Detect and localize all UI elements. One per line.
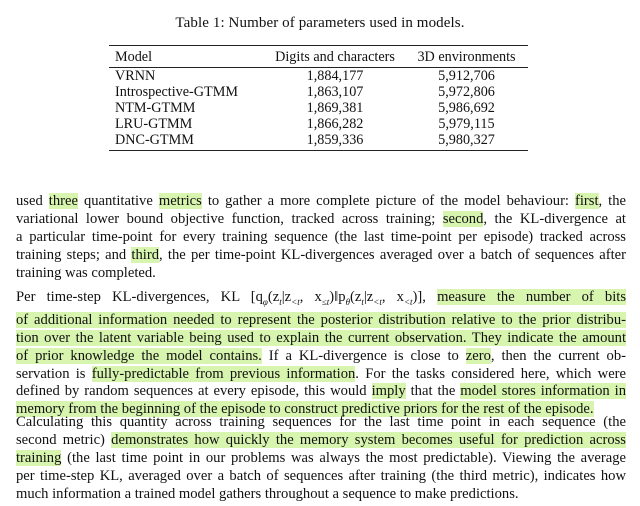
highlighted-text: three [48, 193, 78, 209]
text-segment: Per time-step KL-divergences, KL [ [16, 289, 256, 305]
text-segment: defined by random sequences at every episode, this would [16, 383, 372, 400]
cell-digits: 1,884,177 [306, 68, 364, 84]
text-segment: )], [412, 289, 438, 305]
highlighted-text: They indicate the amount [466, 329, 627, 346]
text-segment: used [16, 193, 49, 209]
text-segment: t [361, 296, 364, 307]
text-segment: to gather a more complete picture of the model behaviour: [201, 193, 575, 209]
column-header-model: Model [109, 46, 265, 68]
text-segment: , then the current ob- [490, 347, 627, 364]
text-segment: Calculating this quantity across training sequences for the last time point in each sequence (the [16, 414, 626, 430]
highlighted-text: fully-predictable from previous information [91, 365, 356, 382]
text-line [16, 383, 626, 401]
text-segment: . For the tasks considered here, which were [355, 365, 627, 382]
cell-model: DNC-GTMM [109, 132, 265, 151]
text-line [16, 265, 626, 283]
paragraph-calculating [16, 414, 626, 504]
text-line [16, 468, 626, 486]
highlighted-text: training [16, 449, 62, 466]
cell-digits: 1,869,381 [306, 100, 364, 116]
text-segment: , the [598, 193, 626, 209]
table-header-row [109, 46, 528, 68]
text-segment: |z [281, 289, 292, 305]
text-line [16, 289, 626, 312]
text-segment: q [255, 289, 263, 305]
text-segment: (z [349, 289, 362, 305]
cell-3d: 5,912,706 [438, 68, 495, 84]
text-segment: ≤t [321, 296, 330, 307]
text-line [16, 247, 626, 265]
cell-model: Introspective-GTMM [115, 84, 238, 100]
text-segment: (z [267, 289, 280, 305]
highlighted-text: tion over the latent variable being used to explain the current observation. [16, 329, 467, 346]
table-row [109, 84, 528, 100]
text-segment: training was completed. [16, 264, 156, 281]
cell-3d: 5,972,806 [438, 84, 495, 100]
text-segment: t [279, 296, 282, 307]
text-line [16, 211, 626, 229]
text-segment: If a KL-divergence is close to [261, 347, 466, 364]
highlighted-text: of prior knowledge the model contains. [16, 347, 262, 364]
text-segment: per time-step KL, averaged over a batch of sequences after training (the third metric), indicates how [16, 467, 626, 484]
highlighted-text: memory from the beginning of the episode to construct predictive priors for the rest of the episode. [16, 401, 594, 418]
text-segment: quantitative [77, 193, 159, 209]
highlighted-text: second [442, 210, 484, 227]
highlighted-text: imply [371, 383, 406, 400]
cell-3d: 5,980,327 [405, 132, 528, 151]
text-segment: , the KL-divergence at [483, 210, 626, 227]
text-segment: <t [291, 296, 300, 307]
table-caption: Table 1: Number of parameters used in models. [175, 15, 465, 31]
cell-model: NTM-GTMM [115, 100, 196, 116]
text-segment: variational lower bound objective function, tracked across training; [16, 210, 443, 227]
highlighted-text: first [574, 193, 599, 209]
cell-model: VRNN [115, 68, 156, 84]
highlighted-text: third [131, 246, 159, 263]
text-segment: |z [363, 289, 374, 305]
text-line [16, 432, 626, 450]
text-segment: (the last time point in our problems was always the most predictable). Viewing the average [61, 449, 626, 466]
text-line [16, 450, 626, 468]
text-segment: , the per time-point KL-divergences averaged over a batch of sequences after [159, 246, 626, 263]
highlighted-text: metrics [158, 193, 202, 209]
text-segment: , x [299, 289, 322, 305]
highlighted-text: of additional information needed to represent the posterior distribution relative to the prior distribu- [16, 311, 626, 328]
text-segment: that the [405, 383, 461, 400]
text-segment: )‖p [329, 289, 346, 305]
column-header-3d: 3D environments [405, 46, 528, 68]
text-segment: φ [262, 296, 268, 307]
text-line [16, 330, 626, 348]
text-segment: θ [345, 296, 350, 307]
highlighted-text: demonstrates how quickly the memory system becomes useful for prediction across [111, 431, 626, 448]
cell-3d: 5,986,692 [438, 100, 495, 116]
text-segment: servation is [16, 365, 92, 382]
table-row [109, 132, 528, 151]
cell-model: LRU-GTMM [115, 116, 193, 132]
text-line [16, 312, 626, 330]
text-line [16, 229, 626, 247]
text-line [16, 348, 626, 366]
text-line [16, 486, 626, 504]
highlighted-text: model stores information in [460, 383, 626, 400]
text-segment: <t [403, 296, 413, 307]
cell-digits: 1,866,282 [306, 116, 364, 132]
text-segment: <t [373, 296, 382, 307]
text-segment: second metric) [16, 431, 112, 448]
cell-3d: 5,979,115 [438, 116, 495, 132]
highlighted-text: zero [465, 347, 491, 364]
text-line [16, 366, 626, 384]
parameters-table [109, 45, 528, 151]
table-row [109, 68, 528, 85]
cell-digits: 1,863,107 [306, 84, 364, 100]
column-header-digits: Digits and characters [265, 46, 405, 68]
highlighted-text: measure the number of bits [437, 289, 627, 305]
cell-digits: 1,859,336 [265, 132, 405, 151]
text-line [16, 193, 626, 211]
table-row [109, 116, 528, 132]
paragraph-kl-divergence [16, 289, 626, 419]
text-segment: training steps; and [16, 246, 132, 263]
text-segment: a particular time-point for every training sequence (the last time-point per episode) tracked across [16, 228, 626, 245]
text-segment: , x [381, 289, 404, 305]
text-segment: much information a trained model gathers throughout a sequence to make predictions. [16, 485, 519, 502]
table-row [109, 100, 528, 116]
paragraph-metrics [16, 193, 626, 283]
text-line [16, 414, 626, 432]
